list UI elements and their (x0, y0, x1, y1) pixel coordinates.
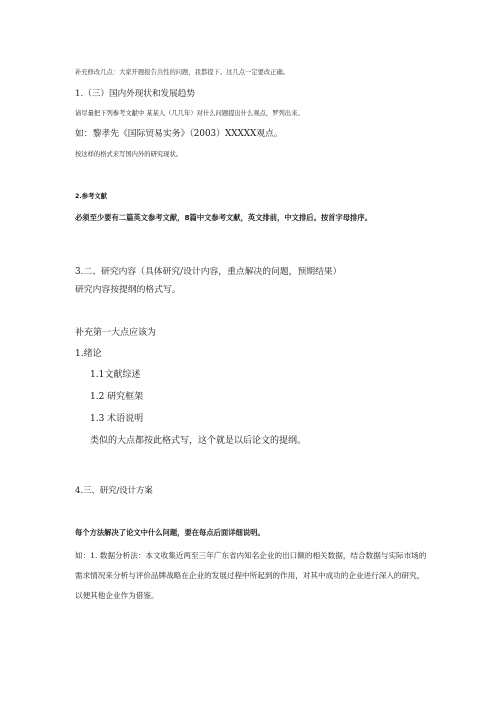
research-content-note: 研究内容按提纲的格式写。 (75, 285, 181, 295)
outline-note: 类似的大点都按此格式写，这个就是以后论文的提纲。 (90, 436, 307, 446)
instruction-list-references: 请尽量把下列参考文献中 某某人（几几年）对什么问题提出什么观点，罗列出来。 (75, 110, 304, 117)
heading-research-plan: 4.三、研究/设计方案 (75, 485, 153, 495)
outline-item-1-3: 1.3 术语说明 (90, 414, 144, 424)
method-explanation-note: 每个方法解决了论文中什么问题，要在每点后面详细说明。 (75, 528, 265, 537)
references-requirement: 必须至少要有二篇英文参考文献，8篇中文参考文献，英文排前，中文排后。按首字母排序。 (75, 213, 372, 222)
method-example-paragraph: 如：1. 数据分析法：本文收集近两至三年广东省内知名企业的出口额的相关数据，结合数据与实际市场的需求情况来分析与评价品牌战略在企业的发展过程中所起到的作用，对其中成功的企业进行深入的研究，以便其他企业作为借鉴。 (75, 551, 427, 600)
heading-references: 2.参考文献 (75, 193, 107, 200)
instruction-format: 按这样的格式来写国内外的研究现状。 (75, 151, 183, 158)
outline-item-1-1: 1.1文献综述 (90, 370, 141, 380)
example-citation: 如：黎孝先《国际贸易实务》（2003）XXXXX观点。 (75, 129, 283, 139)
heading-domestic-foreign-status: 1.（三）国内外现状和发展趋势 (75, 89, 195, 99)
supplement-first-point: 补充第一大点应该为 (75, 328, 157, 338)
note-intro: 补充修改几点：大家开题报告共性的问题，我都提下。这几点一定要改正确。 (75, 69, 290, 76)
heading-research-content: 3.二、研究内容（具体研究/设计内容，重点解决的问题，预期结果） (75, 267, 342, 277)
outline-item-1-2: 1.2 研究框架 (90, 392, 144, 402)
outline-item-intro: 1.绪论 (75, 349, 102, 359)
